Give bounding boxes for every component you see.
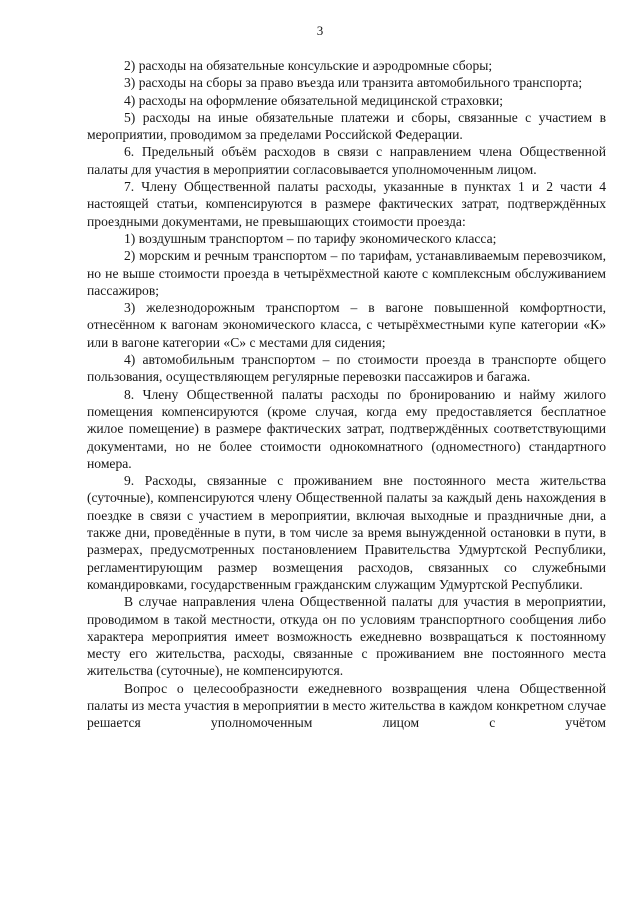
paragraph-sea-transport: 2) морским и речным транспортом – по тарифам, устанавливаемым перевозчиком, но не выше стоимости проезда в четырёхместной каюте с комплексным обслуживанием пассажиров; [87,248,606,298]
paragraph-section-7: 7. Члену Общественной палаты расходы, указанные в пунктах 1 и 2 части 4 настоящей статьи, компенсируются в размере фактических затрат, подтверждённых проездными документами, не превышающих стоимости проезда: [87,179,606,229]
paragraph-section-6: 6. Предельный объём расходов в связи с направлением члена Общественной палаты для участия в мероприятии согласовывается уполномоченным лицом. [87,144,606,177]
paragraph-return-question: Вопрос о целесообразности ежедневного возвращения члена Общественной палаты из места участия в мероприятии в место жительства в каждом конкретном случае решается уполномоченным лицом с учётом [87,680,606,731]
paragraph-section-8: 8. Члену Общественной палаты расходы по бронированию и найму жилого помещения компенсируются (кроме случая, когда ему предоставляется бесплатное жилое помещение) в размере фактических затрат, подтверждённых соответствующими документами, но не более стоимости однокомнатного (одноместного) стандартного номера. [87,386,606,471]
paragraph-item-5-other-fees: 5) расходы на иные обязательные платежи и сборы, связанные с участием в мероприятии, проводимом за пределами Российской Федерации. [87,109,606,143]
paragraph-rail-transport: 3) железнодорожным транспортом – в вагоне повышенной комфортности, отнесённом к вагонам экономического класса, с четырёхместными купе категории «К» или в вагоне категории «С» с местами для сидения; [87,300,606,350]
page-number: 3 [316,23,324,38]
paragraph-item-3-entry-fees: 3) расходы на сборы за право въезда или транзита автомобильного транспорта; [124,75,583,91]
paragraph-road-transport: 4) автомобильным транспортом – по стоимости проезда в транспорте общего пользования, осуществляющем регулярные перевозки пассажиров и багажа. [87,352,606,385]
paragraph-daily-return: В случае направления члена Общественной палаты для участия в мероприятии, проводимом в такой местности, откуда он по условиям транспортного сообщения либо характера мероприятия имеет возможность ежедневно возвращаться к постоянному месту его жительства, расходы, связанные с проживанием вне постоянного места жительства (суточные), не компенсируются. [87,594,606,679]
paragraph-item-2-consular-fees: 2) расходы на обязательные консульские и аэродромные сборы; [124,58,493,73]
document-body [87,57,606,732]
paragraph-item-4-insurance: 4) расходы на оформление обязательной медицинской страховки; [124,92,504,108]
paragraph-air-transport: 1) воздушным транспортом – по тарифу экономического класса; [124,230,497,246]
paragraph-section-9: 9. Расходы, связанные с проживанием вне постоянного места жительства (суточные), компенсируются члену Общественной палаты за каждый день нахождения в поездке в связи с участием в мероприятии, включая выходные и праздничные дни, а также дни, проведённые в пути, в том числе за время вынужденной остановки в пути, в размерах, предусмотренных постановлением Правительства Удмуртской Республики, регламентирующим размер возмещения расходов, связанных со служебными командировками, государственным гражданским служащим Удмуртской Республики. [87,473,606,592]
